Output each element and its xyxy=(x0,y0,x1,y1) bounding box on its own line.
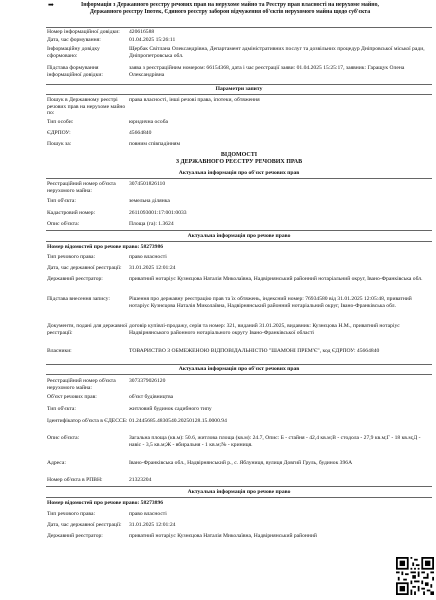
right-label: Державний реєстратор: xyxy=(47,533,103,539)
object-row xyxy=(47,460,432,467)
right-row xyxy=(47,323,432,336)
object-row xyxy=(47,210,432,217)
right-info-title: Актуальна інформація про речове право xyxy=(187,489,291,495)
right-value: 31.01.2025 12:01:24 xyxy=(129,522,176,528)
right-value: договір купівлі-продажу, серія та номер: 321, виданий 31.01.2025, видавник: Кузнєцова Н.М., приватний нотаріус Надвірнянського районного нотаріального округу Івано-Франківської області xyxy=(129,323,400,336)
object-label: Опис об'єкта: xyxy=(47,435,80,441)
divider xyxy=(46,94,432,95)
object-row xyxy=(47,181,432,194)
object-label: Об'єкт речових прав: xyxy=(47,394,97,400)
request-label: Дата, час формування: xyxy=(47,37,101,43)
right-value: право власності xyxy=(129,254,167,260)
object-label: Номер об'єкта в РПВН: xyxy=(47,477,103,483)
search-label: Пошук в Державному реєстрі речових прав на нерухоме майно по: xyxy=(47,97,126,117)
object-row xyxy=(47,378,432,391)
search-value: 45664840 xyxy=(129,130,152,136)
request-value: 01.04.2025 15:26:11 xyxy=(129,37,176,43)
header-line-1: Інформація з Державного реєстру речових прав на нерухоме майно та Реєстру прав власності на нерухоме майно, xyxy=(81,2,379,8)
object-value: 3073379026120 xyxy=(129,378,166,384)
request-label: Номер інформаційної довідки: xyxy=(47,29,120,35)
object-row xyxy=(47,477,432,484)
search-row xyxy=(47,130,432,137)
right-label: Тип речового права: xyxy=(47,511,96,517)
object-label: Реєстраційний номер об'єкта нерухомого майна: xyxy=(47,181,116,194)
document-header xyxy=(50,2,410,16)
search-row xyxy=(47,97,432,117)
right-value: приватний нотаріус Кузнєцова Наталія Миколаївна, Надвірнянський районний xyxy=(129,533,317,539)
object-row xyxy=(47,418,432,425)
right-label: Підстава внесення запису: xyxy=(47,296,110,302)
divider xyxy=(46,178,432,179)
registry-title-line-1: ВІДОМОСТІ xyxy=(220,152,258,158)
right-row xyxy=(47,511,432,518)
search-label: Пошук за: xyxy=(47,141,72,147)
right-value: ТОВАРИСТВО З ОБМЕЖЕНОЮ ВІДПОВІДАЛЬНІСТЮ "ШАМОНІ ПРЕМ'Є", код ЄДРПОУ: 45664840 xyxy=(129,348,380,354)
object-value: земельна ділянка xyxy=(129,198,170,204)
object-label: Опис об'єкта: xyxy=(47,221,80,227)
qr-code-icon xyxy=(396,557,434,595)
object-value: 3074501826110 xyxy=(129,181,166,187)
request-row xyxy=(47,29,432,36)
object-label: Тип об'єкта: xyxy=(47,198,76,204)
object-row xyxy=(47,406,432,413)
object-label: Ідентифікатор об'єкта в ЄДЕССБ: xyxy=(47,418,128,424)
object-value: Загальна площа (кв.м): 50.6, житлова площа (кв.м): 24.7, Опис: Б - стайня - 42,4 кв.м;В - стодола - 27,9 кв.м;Г - 18 кв.м;Д - навіс - 3,5 кв.м;Ж - вбиральня - 1 кв.м;№ - криниця. xyxy=(129,435,421,448)
object-row xyxy=(47,435,432,448)
right-value: Рішення про державну реєстрацію прав та їх обтяжень, індексний номер: 76934580 від 31.01.2025 12:05:48, приватний нотаріус Кузнєцова Наталія Миколаївна, Надвірнянський районний нотаріальний округ, Івано-Франківська обл. xyxy=(129,296,412,309)
search-value: права власності, інші речові права, іпотеки, обтяження xyxy=(129,97,260,103)
search-row xyxy=(47,119,432,126)
request-row xyxy=(47,46,432,59)
object-row xyxy=(47,198,432,205)
request-label: Підстава формування інформаційної довідки: xyxy=(47,65,103,78)
object-value: Площа (га): 1.3624 xyxy=(129,221,174,227)
right-value: 31.01.2025 12:01:24 xyxy=(129,265,176,271)
divider xyxy=(46,486,432,487)
search-row xyxy=(47,141,432,148)
arrow-icon: ➡ xyxy=(48,1,54,9)
object-label: Кадастровий номер: xyxy=(47,210,96,216)
right-value: приватний нотаріус Кузнєцова Наталія Миколаївна, Надвірнянський районний нотаріальний округ, Івано-Франківська обл. xyxy=(129,276,423,282)
object-value: житловий будинок садибного типу xyxy=(129,406,212,412)
registry-title-line-2: З ДЕРЖАВНОГО РЕЄСТРУ РЕЧОВИХ ПРАВ xyxy=(175,158,303,165)
right-row xyxy=(47,265,432,272)
object-label: Адреса: xyxy=(47,460,66,466)
right-row xyxy=(47,276,432,283)
request-value: 420616588 xyxy=(129,29,155,35)
object-row xyxy=(47,394,432,401)
divider xyxy=(46,241,432,242)
search-label: Тип особи: xyxy=(47,119,74,125)
search-params-title: Параметри запиту xyxy=(215,86,263,92)
right-row xyxy=(47,348,432,355)
object-label: Реєстраційний номер об'єкта нерухомого майна: xyxy=(47,378,116,391)
right-info-title: Актуальна інформація про речове право xyxy=(187,233,291,239)
right-label: Документи, подані для державної реєстрації: xyxy=(47,323,128,336)
request-value: Щербак Світлана Олександрівна, Департамент адміністративних послуг та дозвільних процедур Дніпровської міської ради, Дніпропетровська обл. xyxy=(129,46,425,59)
divider xyxy=(46,84,432,85)
object-value: Івано-Франківська обл., Надвірнянський р., с. Яблуниця, вулиця Довгий Груль, будинок 396А xyxy=(129,460,353,466)
request-value: заява з реєстраційним номером: 66154368, дата і час реєстрації заяви: 01.04.2025 15:25:17, заявник: Гаращук Олена Олександрівна xyxy=(129,65,405,78)
divider xyxy=(46,497,432,498)
object-value: 01.2445685.4830540.20250128.15.0000.94 xyxy=(129,418,227,424)
search-label: ЄДРПОУ: xyxy=(47,130,71,136)
right-value: право власності xyxy=(129,511,167,517)
search-value: юридична особа xyxy=(129,119,169,125)
right-label: Державний реєстратор: xyxy=(47,276,103,282)
divider xyxy=(46,27,432,28)
right-label: Дата, час державної реєстрації: xyxy=(47,265,122,271)
right-row xyxy=(47,533,432,540)
divider xyxy=(46,364,432,365)
object-label: Тип об'єкта: xyxy=(47,406,76,412)
right-label: Тип речового права: xyxy=(47,254,96,260)
object-info-title: Актуальна інформація про об'єкт речових прав xyxy=(178,170,300,176)
search-value: повним співпадінням xyxy=(129,141,181,147)
divider xyxy=(46,374,432,375)
object-value: 21323204 xyxy=(129,477,152,483)
object-value: 2611093001:17:001:0033 xyxy=(129,210,187,216)
registry-title xyxy=(46,152,432,166)
right-label: Дата, час державної реєстрації: xyxy=(47,522,122,528)
divider xyxy=(46,230,432,231)
request-row xyxy=(47,37,432,44)
right-number: Номер відомостей про речове право: 58273986 xyxy=(47,244,164,250)
header-line-2: Державного реєстру Іпотек, Єдиного реєстру заборон відчуження об'єктів нерухомого майна щодо суб'єкта xyxy=(89,8,371,15)
right-number: Номер відомостей про речове право: 58273896 xyxy=(47,500,164,506)
object-info-title: Актуальна інформація про об'єкт речових прав xyxy=(178,366,300,372)
object-value: об'єкт будівництва xyxy=(129,394,174,400)
request-label: Інформаційну довідку сформовано: xyxy=(47,46,100,59)
right-label: Власники: xyxy=(47,348,72,354)
object-row xyxy=(47,221,432,228)
right-row xyxy=(47,254,432,261)
right-row xyxy=(47,296,432,309)
right-row xyxy=(47,522,432,529)
request-row xyxy=(47,65,432,78)
